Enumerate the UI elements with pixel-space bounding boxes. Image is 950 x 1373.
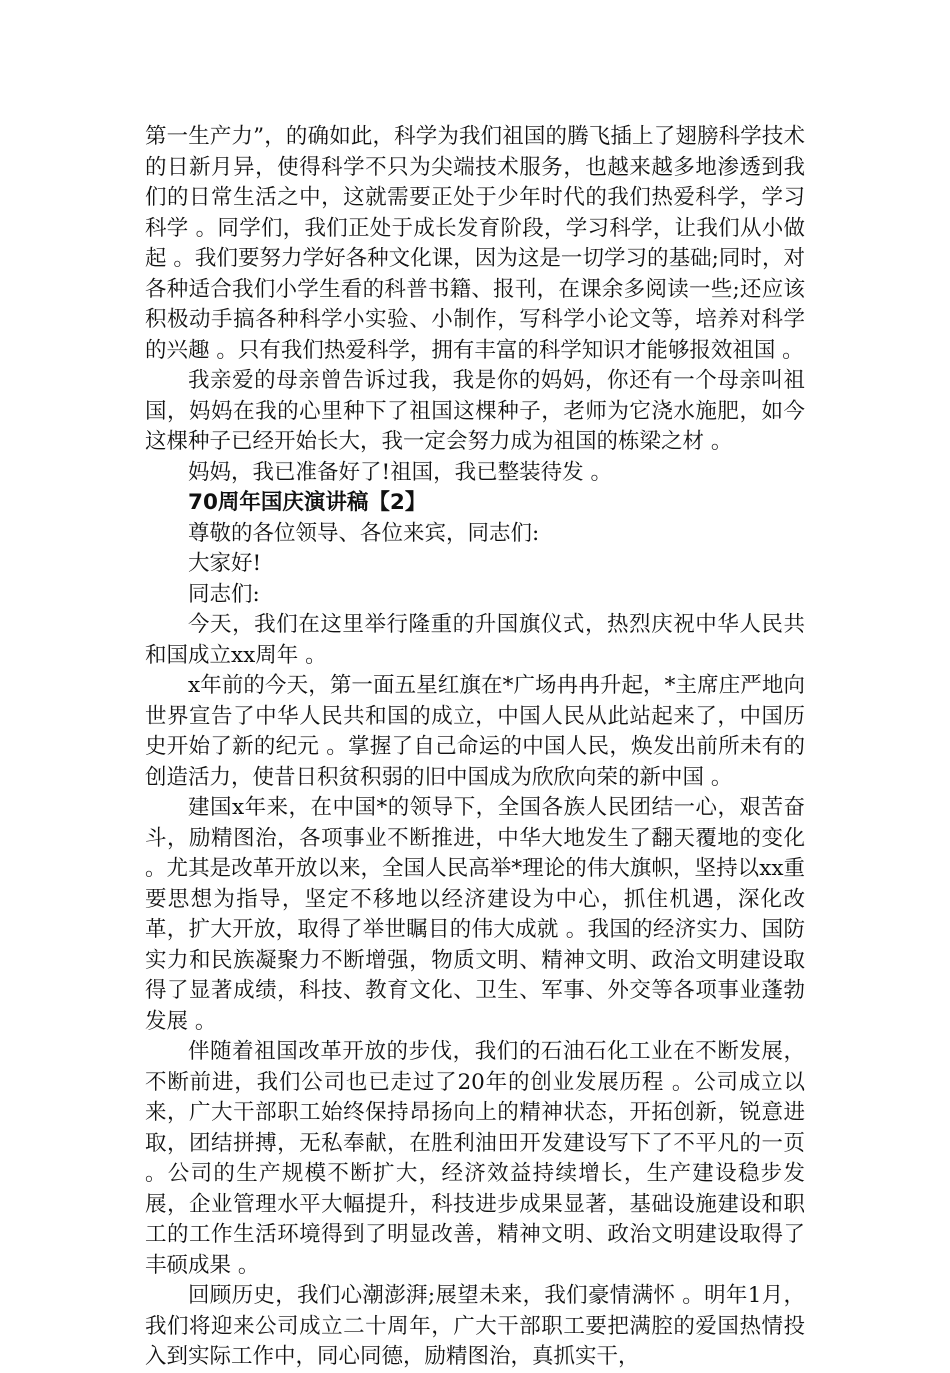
- paragraph-mother: 我亲爱的母亲曾告诉过我，我是你的妈妈，你还有一个母亲叫祖国，妈妈在我的心里种下了祖国这棵种子，老师为它浇水施肥，如今这棵种子已经开始长大，我一定会努力成为祖国的栋梁之材 。: [145, 368, 805, 454]
- paragraph-outlook: 回顾历史，我们心潮澎湃;展望未来，我们豪情满怀 。明年1月，我们将迎来公司成立二十周年，广大干部职工要把满腔的爱国热情投入到实际工作中，同心同德，励精图治，真抓实干，: [145, 1283, 805, 1369]
- document-page: [145, 122, 805, 1373]
- paragraph-ceremony: 今天，我们在这里举行隆重的升国旗仪式，热烈庆祝中华人民共和国成立xx周年 。: [145, 612, 805, 668]
- paragraph-greeting: 大家好!: [188, 551, 262, 576]
- section-heading: 70周年国庆演讲稿【2】: [188, 490, 427, 515]
- paragraph-company: 伴随着祖国改革开放的步伐，我们的石油石化工业在不断发展，不断前进，我们公司也已走过了20年的创业发展历程 。公司成立以来，广大干部职工始终保持昂扬向上的精神状态，开拓创新，锐意进取，团结拼搏，无私奉献，在胜利油田开发建设写下了不平凡的一页 。公司的生产规模不断扩大，经济效益持续增长，生产建设稳步发展，企业管理水平大幅提升，科技进步成果显著，基础设施建设和职工的工作生活环境得到了明显改善，精神文明、政治文明建设取得了丰硕成果 。: [145, 1039, 805, 1278]
- paragraph-achievements: 建国x年来，在中国*的领导下，全国各族人民团结一心，艰苦奋斗，励精图治，各项事业不断推进，中华大地发生了翻天覆地的变化 。尤其是改革开放以来，全国人民高举*理论的伟大旗帜，坚持以xx重要思想为指导，坚定不移地以经济建设为中心，抓住机遇，深化改革，扩大开放，取得了举世瞩目的伟大成就 。我国的经济实力、国防实力和民族凝聚力不断增强，物质文明、精神文明、政治文明建设取得了显著成绩，科技、教育文化、卫生、军事、外交等各项事业蓬勃发展 。: [145, 795, 805, 1034]
- paragraph-science: 第一生产力”，的确如此，科学为我们祖国的腾飞插上了翅膀科学技术的日新月异，使得科学不只为尖端技术服务，也越来越多地渗透到我们的日常生活之中，这就需要正处于少年时代的我们热爱科学，学习科学 。同学们，我们正处于成长发育阶段，学习科学，让我们从小做起 。我们要努力学好各种文化课，因为这是一切学习的基础;同时，对各种适合我们小学生看的科普书籍、报刊，在课余多阅读一些;还应该积极动手搞各种科学小实验、小制作，写科学小论文等，培养对科学的兴趣 。只有我们热爱科学，拥有丰富的科学知识才能够报效祖国 。: [145, 124, 805, 363]
- paragraph-ready: 妈妈，我已准备好了!祖国，我已整装待发 。: [188, 459, 612, 485]
- paragraph-comrades: 同志们:: [188, 581, 260, 607]
- paragraph-salutation: 尊敬的各位领导、各位来宾，同志们:: [188, 520, 540, 546]
- paragraph-founding: x年前的今天，第一面五星红旗在*广场冉冉升起，*主席庄严地向世界宣告了中华人民共和国的成立，中国人民从此站起来了，中国历史开始了新的纪元 。掌握了自己命运的中国人民，焕发出前所未有的创造活力，使昔日积贫积弱的旧中国成为欣欣向荣的新中国 。: [145, 673, 805, 790]
